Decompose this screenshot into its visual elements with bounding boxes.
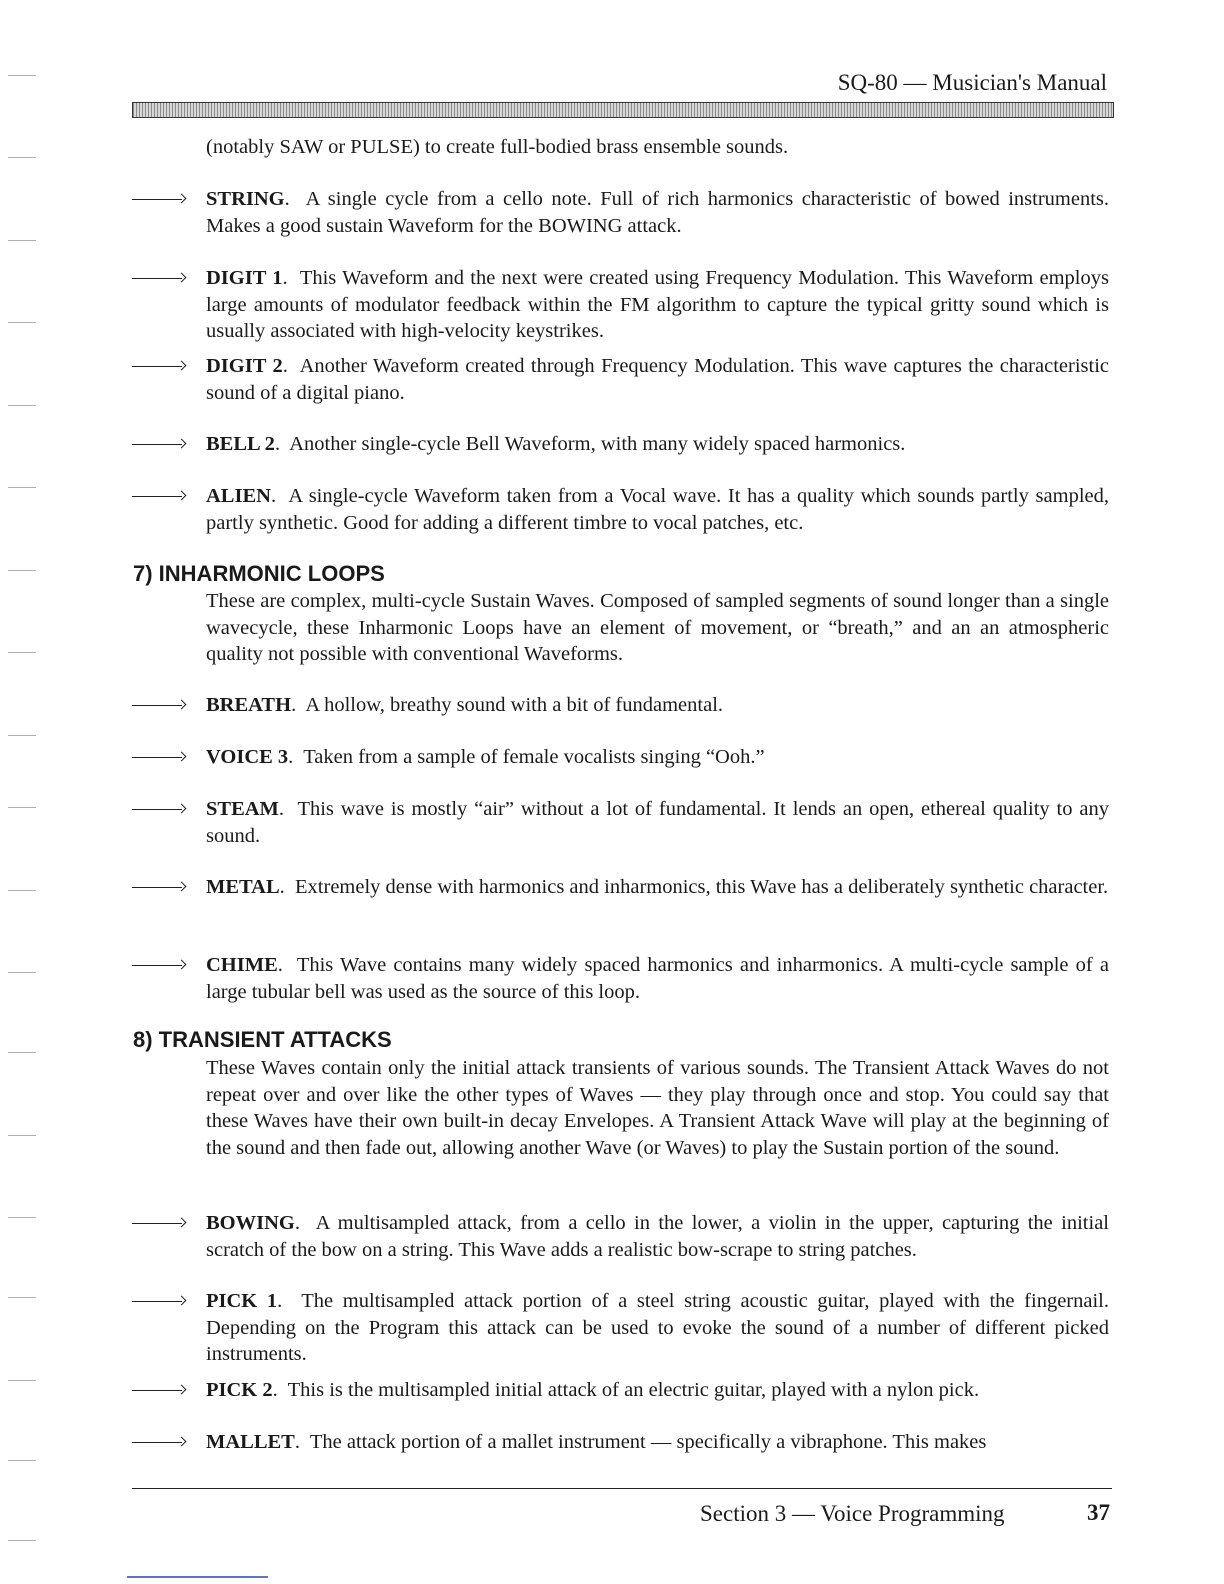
section-intro-text: These are complex, multi-cycle Sustain Waves. Composed of sampled segments of sound longer than a single wavecycle, these Inharmonic Loops have an element of movement, or “breath,” and an an atmospheric quality not possible with conventional Waveforms. — [206, 590, 1109, 665]
entry-term: CHIME — [206, 954, 278, 976]
margin-tick — [8, 1380, 36, 1381]
entry-term: VOICE 3 — [206, 746, 289, 768]
entry-term: DIGIT 1 — [206, 267, 283, 289]
entry-metal: METAL. Extremely dense with harmonics and inharmonics, this Wave has a deliberately synthetic character. — [206, 876, 1109, 898]
entry-text: The attack portion of a mallet instrument — specifically a vibraphone. This makes — [309, 1431, 987, 1453]
entry-term: DIGIT 2 — [206, 355, 283, 377]
entry-term: PICK 2 — [206, 1379, 273, 1401]
entry-text: This wave is mostly “air” without a lot of fundamental. It lends an open, ethereal quality to any sound. — [206, 798, 1109, 847]
margin-tick — [8, 890, 36, 891]
entry-pick-2: PICK 2. This is the multisampled initial attack of an electric guitar, played with a nylon pick. — [206, 1379, 980, 1401]
entry-term: PICK 1 — [206, 1290, 278, 1312]
entry-breath: BREATH. A hollow, breathy sound with a bit of fundamental. — [206, 694, 724, 716]
entry-text: A single cycle from a cello note. Full of rich harmonics characteristic of bowed instruments. Makes a good sustain Waveform for the BOWING attack. — [206, 188, 1109, 237]
entry-text: A hollow, breathy sound with a bit of fundamental. — [305, 694, 724, 716]
arrow-bullet-icon — [132, 750, 192, 764]
arrow-bullet-icon — [132, 489, 192, 503]
page-number: 37 — [1087, 1500, 1110, 1525]
margin-tick — [8, 735, 36, 736]
footer-rule — [132, 1488, 1112, 1489]
entry-voice-3: VOICE 3. Taken from a sample of female vocalists singing “Ooh.” — [206, 746, 765, 768]
arrow-bullet-icon — [132, 437, 192, 451]
entry-term: BELL 2 — [206, 433, 275, 455]
entry-text: This Wave contains many widely spaced harmonics and inharmonics. A multi-cycle sample of a large tubular bell was used as the source of this loop. — [206, 954, 1109, 1003]
entry-digit-1: DIGIT 1. This Waveform and the next were created using Frequency Modulation. This Waveform employs large amounts of modulator feedback within the FM algorithm to capture the typical gritty sound which is usually associated with high-velocity keystrikes. — [206, 267, 1109, 342]
entry-chime: CHIME. This Wave contains many widely spaced harmonics and inharmonics. A multi-cycle sample of a large tubular bell was used as the source of this loop. — [206, 954, 1109, 1003]
entry-term: ALIEN — [206, 485, 271, 507]
entry-string: STRING. A single cycle from a cello note. Full of rich harmonics characteristic of bowed instruments. Makes a good sustain Waveform for the BOWING attack. — [206, 188, 1109, 237]
section-intro-transient-attacks — [206, 1055, 1109, 1161]
section-intro-inharmonic-loops — [206, 588, 1109, 668]
arrow-bullet-icon — [132, 271, 192, 285]
bottom-edge-rule — [127, 1576, 268, 1578]
margin-tick — [8, 807, 36, 808]
arrow-bullet-icon — [132, 802, 192, 816]
entry-digit-2: DIGIT 2. Another Waveform created through Frequency Modulation. This wave captures the characteristic sound of a digital piano. — [206, 355, 1109, 404]
arrow-bullet-icon — [132, 1294, 192, 1308]
arrow-bullet-icon — [132, 1435, 192, 1449]
arrow-bullet-icon — [132, 1383, 192, 1397]
entry-term: METAL — [206, 876, 280, 898]
entry-alien: ALIEN. A single-cycle Waveform taken from a Vocal wave. It has a quality which sounds partly sampled, partly synthetic. Good for adding a different timbre to vocal patches, etc. — [206, 485, 1109, 534]
entry-bowing: BOWING. A multisampled attack, from a cello in the lower, a violin in the upper, capturing the initial scratch of the bow on a string. This Wave adds a realistic bow-scrape to string patches. — [206, 1212, 1109, 1261]
arrow-bullet-icon — [132, 880, 192, 894]
entry-text: This Waveform and the next were created using Frequency Modulation. This Waveform employs large amounts of modulator feedback within the FM algorithm to capture the typical gritty sound which is usually associated with high-velocity keystrikes. — [206, 267, 1109, 342]
section-heading-inharmonic-loops: 7) INHARMONIC LOOPS — [133, 561, 385, 586]
margin-tick — [8, 405, 36, 406]
margin-tick — [8, 1460, 36, 1461]
entry-text: Taken from a sample of female vocalists singing “Ooh.” — [303, 746, 765, 768]
arrow-bullet-icon — [132, 1216, 192, 1230]
margin-tick — [8, 1297, 36, 1298]
margin-tick — [8, 322, 36, 323]
entry-text: Another single-cycle Bell Waveform, with many widely spaced harmonics. — [289, 433, 906, 455]
entry-term: STEAM — [206, 798, 279, 820]
arrow-bullet-icon — [132, 192, 192, 206]
entry-term: MALLET — [206, 1431, 295, 1453]
margin-tick — [8, 157, 36, 158]
intro-continuation — [206, 134, 1109, 161]
entry-term: BREATH — [206, 694, 292, 716]
entry-text: This is the multisampled initial attack of an electric guitar, played with a nylon pick. — [287, 1379, 980, 1401]
running-header: SQ-80 — Musician's Manual — [837, 70, 1107, 95]
entry-text: A multisampled attack, from a cello in the lower, a violin in the upper, capturing the initial scratch of the bow on a string. This Wave adds a realistic bow-scrape to string patches. — [206, 1212, 1109, 1261]
margin-tick — [8, 75, 36, 76]
margin-tick — [8, 652, 36, 653]
intro-text: (notably SAW or PULSE) to create full-bodied brass ensemble sounds. — [206, 136, 789, 158]
margin-tick — [8, 570, 36, 571]
entry-pick-1: PICK 1. The multisampled attack portion of a steel string acoustic guitar, played with the fingernail. Depending on the Program this attack can be used to evoke the sound of a number of different picked instruments. — [206, 1290, 1109, 1365]
entry-text: Extremely dense with harmonics and inharmonics, this Wave has a deliberately synthetic character. — [295, 876, 1109, 898]
margin-tick — [8, 1135, 36, 1136]
margin-tick — [8, 240, 36, 241]
footer-section-title: Section 3 — Voice Programming — [700, 1501, 1005, 1526]
entry-term: BOWING — [206, 1212, 295, 1234]
entry-mallet: MALLET. The attack portion of a mallet instrument — specifically a vibraphone. This makes — [206, 1431, 987, 1453]
margin-tick — [8, 972, 36, 973]
entry-bell-2: BELL 2. Another single-cycle Bell Waveform, with many widely spaced harmonics. — [206, 433, 906, 455]
entry-steam: STEAM. This wave is mostly “air” without a lot of fundamental. It lends an open, ethereal quality to any sound. — [206, 798, 1109, 847]
arrow-bullet-icon — [132, 359, 192, 373]
margin-tick — [8, 1540, 36, 1541]
entry-text: A single-cycle Waveform taken from a Vocal wave. It has a quality which sounds partly sampled, partly synthetic. Good for adding a different timbre to vocal patches, etc. — [206, 485, 1109, 534]
header-pattern-bar — [132, 102, 1114, 118]
section-intro-text: These Waves contain only the initial attack transients of various sounds. The Transient Attack Waves do not repeat over and over like the other types of Waves — they play through once and stop. You could say that these Waves have their own built-in decay Envelopes. A Transient Attack Wave will play at the beginning of the sound and then fade out, allowing another Wave (or Waves) to play the Sustain portion of the sound. — [206, 1057, 1109, 1159]
arrow-bullet-icon — [132, 958, 192, 972]
entry-term: STRING — [206, 188, 285, 210]
arrow-bullet-icon — [132, 698, 192, 712]
entry-text: Another Waveform created through Frequency Modulation. This wave captures the characteristic sound of a digital piano. — [206, 355, 1109, 404]
margin-tick — [8, 1052, 36, 1053]
section-heading-transient-attacks: 8) TRANSIENT ATTACKS — [133, 1027, 392, 1052]
entry-text: The multisampled attack portion of a steel string acoustic guitar, played with the fingernail. Depending on the Program this attack can be used to evoke the sound of a number of different picked instruments. — [206, 1290, 1109, 1365]
margin-tick — [8, 1217, 36, 1218]
margin-tick — [8, 487, 36, 488]
